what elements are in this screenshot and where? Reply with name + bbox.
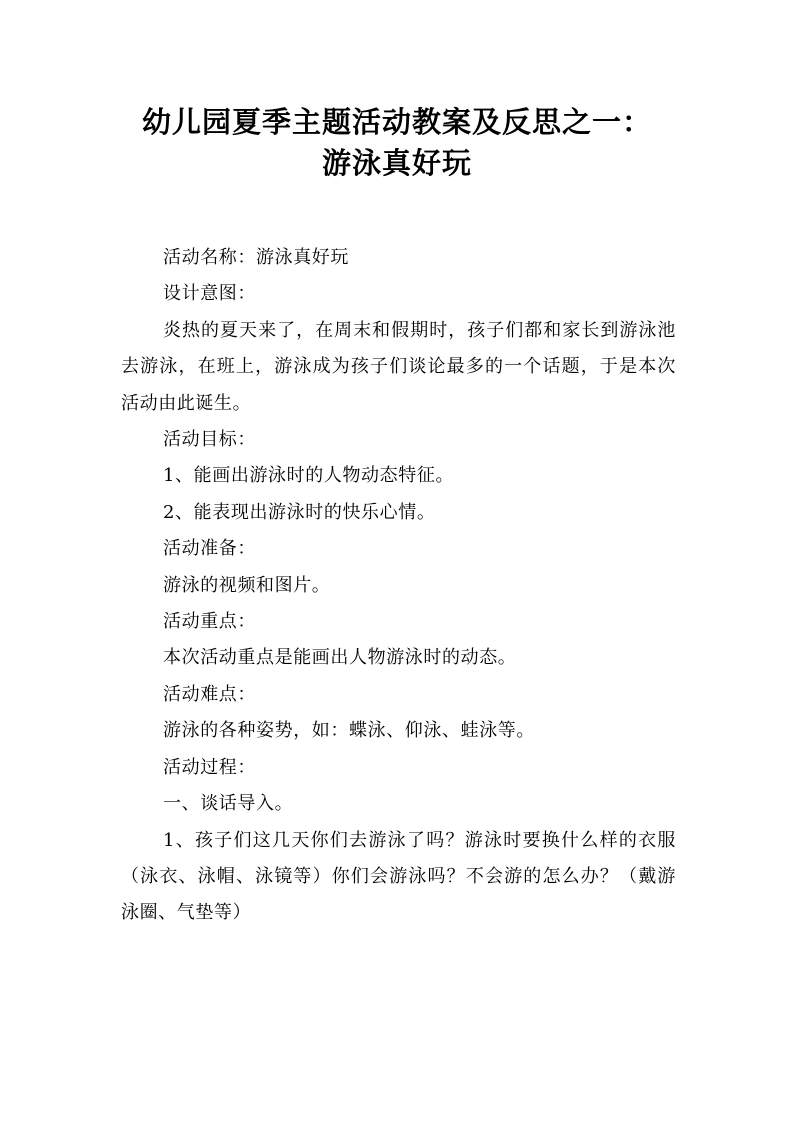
paragraph-objectives-heading: 活动目标： bbox=[163, 429, 256, 451]
document-title-line-1: 幼儿园夏季主题活动教案及反思之一： bbox=[141, 105, 652, 139]
paragraph-key-point-text: 本次活动重点是能画出人物游泳时的动态。 bbox=[163, 647, 517, 669]
paragraph-activity-name: 活动名称：游泳真好玩 bbox=[163, 247, 349, 268]
paragraph-process-step-1-detail: 1、孩子们这几天你们去游泳了吗？游泳时要换什么样的衣服（泳衣、泳帽、泳镜等）你们会游泳吗？不会游的怎么办？（戴游泳圈、气垫等） bbox=[121, 829, 676, 924]
paragraph-design-intent-text: 炎热的夏天来了，在周末和假期时，孩子们都和家长到游泳池去游泳，在班上，游泳成为孩子们谈论最多的一个话题，于是本次活动由此诞生。 bbox=[121, 319, 676, 414]
paragraph-objective-1: 1、能画出游泳时的人物动态特征。 bbox=[163, 465, 455, 487]
paragraph-preparation-heading: 活动准备： bbox=[163, 538, 256, 560]
paragraph-difficulty-heading: 活动难点： bbox=[163, 683, 256, 705]
paragraph-process-step-1: 一、谈话导入。 bbox=[163, 793, 294, 815]
document-body bbox=[121, 240, 676, 932]
paragraph-design-intent-heading: 设计意图： bbox=[163, 283, 256, 305]
document-title-line-2: 游泳真好玩 bbox=[321, 146, 472, 180]
paragraph-difficulty-text: 游泳的各种姿势，如：蝶泳、仰泳、蛙泳等。 bbox=[163, 720, 535, 742]
paragraph-process-heading: 活动过程： bbox=[163, 756, 256, 778]
paragraph-preparation-text: 游泳的视频和图片。 bbox=[163, 574, 331, 596]
paragraph-key-point-heading: 活动重点： bbox=[163, 611, 256, 633]
paragraph-objective-2: 2、能表现出游泳时的快乐心情。 bbox=[163, 501, 436, 523]
